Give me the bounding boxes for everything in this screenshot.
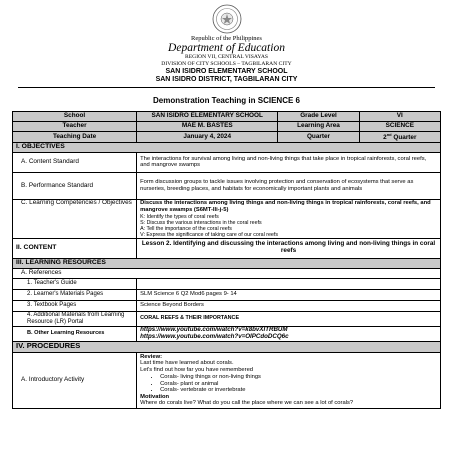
area-value: SCIENCE	[359, 122, 440, 132]
quarter-suffix: nd	[386, 132, 392, 137]
learners-materials-label: 2. Learner's Materials Pages	[13, 289, 137, 300]
grade-label: Grade Level	[278, 112, 359, 122]
objective-a: A: Tell the importance of the coral reefs	[140, 225, 232, 232]
objective-s: S: Discuss the various interactions in the coral reefs	[140, 219, 262, 226]
content-standard-text: The interactions for survival among living and non-living things that take place in tropical rainforests, coral reefs, and mangrove swamps	[137, 152, 441, 172]
objective-k: K: Identify the types of coral reefs	[140, 213, 219, 220]
date-value: January 4, 2024	[137, 132, 278, 143]
textbook-value: Science Beyond Borders	[137, 300, 441, 311]
review-line-1: Last time have learned about corals.	[140, 360, 234, 367]
other-resources-links	[137, 326, 441, 341]
competency-text: Discuss the interactions among living things and non-living things in tropical rainforests, coral reefs, and mangrove swamps (S6MT-IIi-j-5)	[140, 199, 431, 213]
motivation-heading: Motivation	[140, 393, 170, 400]
textbook-label: 3. Textbook Pages	[13, 300, 137, 311]
header-divider	[18, 87, 435, 88]
teachers-guide-value	[137, 278, 441, 289]
review-line-2: Let's find out how far you have remembered	[140, 367, 254, 374]
performance-standard-label: B. Performance Standard	[13, 172, 137, 199]
content-label: II. CONTENT	[13, 238, 137, 258]
republic-text: Republic of the Philippines	[191, 35, 262, 42]
review-bullet-1: • Corals- living things or non-living things	[160, 374, 437, 381]
quarter-label: Quarter	[278, 132, 359, 143]
district-text: SAN ISIDRO DISTRICT, TAGBILARAN CITY	[155, 76, 298, 83]
references-label: A. References	[13, 268, 441, 278]
competency-cell	[137, 199, 441, 238]
youtube-link-1[interactable]: https://www.youtube.com/watch?v=k8bvXITRBUM	[140, 325, 288, 333]
date-label: Teaching Date	[13, 132, 137, 143]
youtube-link-2[interactable]: https://www.youtube.com/watch?v=OIPCdoDCQ6c	[140, 332, 289, 340]
quarter-word: Quarter	[391, 134, 417, 142]
grade-value: VI	[359, 112, 440, 122]
teachers-guide-label: 1. Teacher's Guide	[13, 278, 137, 289]
school-value: SAN ISIDRO ELEMENTARY SCHOOL	[137, 112, 278, 122]
resources-heading: III. LEARNING RESOURCES	[13, 258, 441, 268]
division-text: DIVISION OF CITY SCHOOLS – TAGBILARAN CITY	[161, 61, 292, 67]
school-text: SAN ISIDRO ELEMENTARY SCHOOL	[165, 68, 288, 75]
content-text: Lesson 2. Identifying and discussing the interactions among living and non-living things in coral reefs	[137, 238, 441, 258]
content-standard-label: A. Content Standard	[13, 152, 137, 172]
other-resources-label: B. Other Learning Resources	[13, 326, 137, 341]
quarter-value	[359, 132, 440, 143]
department-text: Department of Education	[168, 42, 285, 54]
learners-materials-value: SLM Science 6 Q2 Mod6 pages 9- 14	[137, 289, 441, 300]
introductory-activity-cell	[137, 352, 441, 409]
objective-v: V: Express the significance of taking care of our coral reefs	[140, 231, 278, 238]
quarter-number: 2	[383, 134, 387, 142]
review-heading: Review:	[140, 353, 163, 360]
procedures-heading: IV. PROCEDURES	[13, 341, 441, 352]
teacher-value: MAE M. BASTES	[137, 122, 278, 132]
objectives-heading: I. OBJECTIVES	[13, 142, 441, 152]
additional-materials-label: 4. Additional Materials from Learning Resource (LR) Portal	[13, 311, 137, 326]
lesson-plan-table	[12, 111, 441, 409]
area-label: Learning Area	[278, 122, 359, 132]
motivation-text: Where do corals live? What do you call the place where we can see a lot of corals?	[140, 400, 354, 407]
document-title: Demonstration Teaching in SCIENCE 6	[153, 96, 300, 105]
region-text: REGION VII, CENTRAL VISAYAS	[185, 54, 268, 60]
review-bullet-list	[140, 374, 437, 394]
review-bullet-3: • Corals- vertebrate or invertebrate	[160, 387, 437, 394]
letterhead	[12, 0, 441, 88]
deped-seal-icon	[212, 4, 242, 34]
review-bullet-2: • Corals- plant or animal	[160, 381, 437, 388]
teacher-label: Teacher	[13, 122, 137, 132]
school-label: School	[13, 112, 137, 122]
introductory-activity-label: A. Introductory Activity	[13, 352, 137, 409]
competency-label: C. Learning Competencies / Objectives	[13, 199, 137, 238]
additional-materials-value: CORAL REEFS & THEIR IMPORTANCE	[137, 311, 441, 326]
performance-standard-text: Form discussion groups to tackle issues involving protection and conservation of ecosystems that serve as nurseries, breeding places, and habitats for economically important plants and animals	[137, 172, 441, 199]
